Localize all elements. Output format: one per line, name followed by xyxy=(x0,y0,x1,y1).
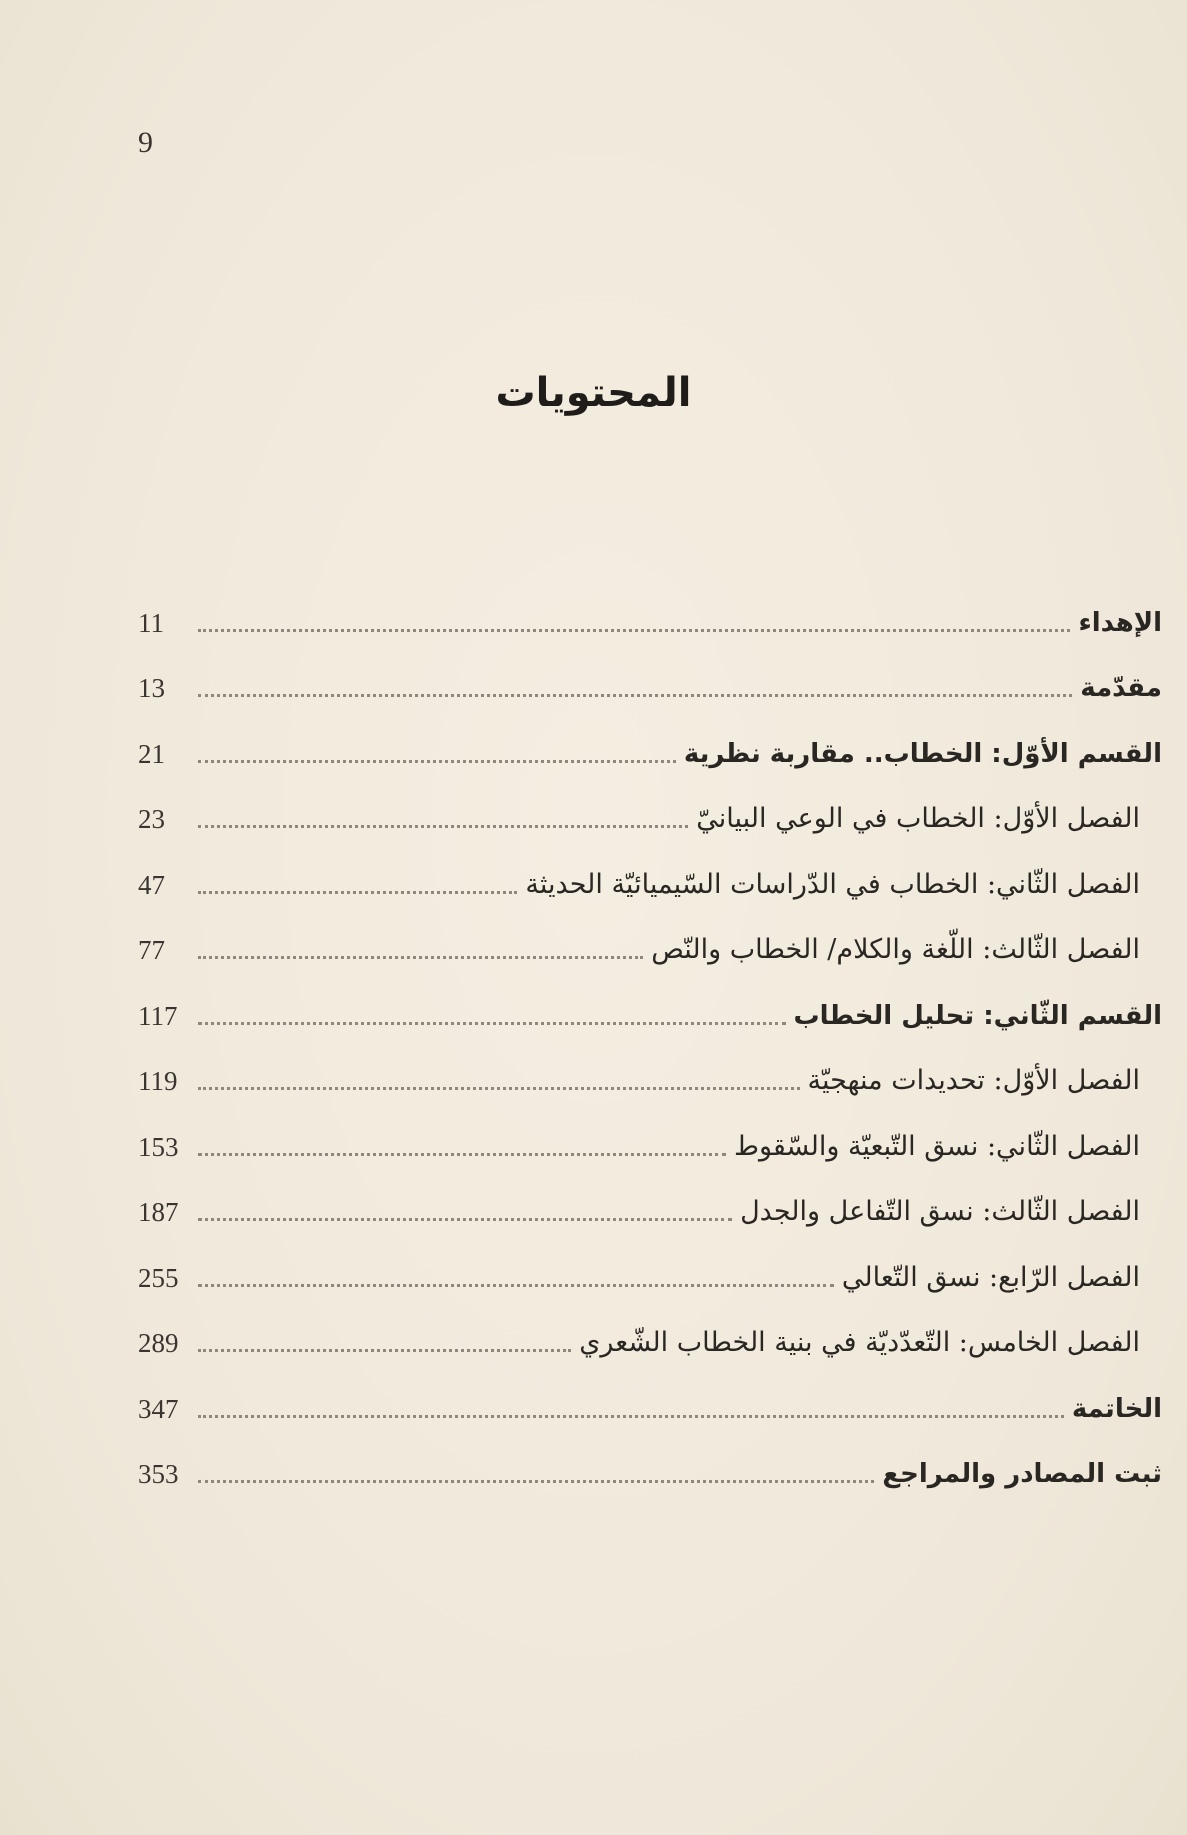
toc-entry-chapter xyxy=(138,927,1162,967)
toc-entry-label: الفصل الثّالث: اللّغة والكلام/ الخطاب والنّص xyxy=(651,934,1140,965)
toc-entry-label: القسم الثّاني: تحليل الخطاب xyxy=(793,1001,1162,1031)
toc-page-number: 119 xyxy=(138,1066,178,1096)
dot-leader xyxy=(198,760,676,763)
toc-entry-chapter xyxy=(138,1058,1162,1098)
toc-page-number: 47 xyxy=(138,870,165,900)
toc-page-number: 21 xyxy=(138,739,165,769)
toc-entry-label: مقدّمة xyxy=(1080,673,1162,703)
toc-entry-introduction xyxy=(138,665,1162,705)
toc-entry-label: الفصل الرّابع: نسق التّعالي xyxy=(841,1262,1140,1293)
toc-page-number: 11 xyxy=(138,608,164,638)
toc-entry-label: ثبت المصادر والمراجع xyxy=(882,1459,1162,1489)
toc-entry-label: الفصل الثّاني: الخطاب في الدّراسات السّيميائيّة الحديثة xyxy=(525,869,1140,900)
dot-leader xyxy=(198,1480,874,1483)
toc-entry-part-one xyxy=(138,731,1162,771)
toc-page-number: 153 xyxy=(138,1132,179,1162)
dot-leader xyxy=(198,1349,571,1352)
toc-entry-chapter xyxy=(138,862,1162,902)
dot-leader xyxy=(198,825,688,828)
toc-page-number: 255 xyxy=(138,1263,179,1293)
toc-entry-label: الفصل الخامس: التّعدّديّة في بنية الخطاب الشّعري xyxy=(579,1327,1140,1358)
dot-leader xyxy=(198,1415,1064,1418)
toc-entry-chapter xyxy=(138,796,1162,836)
toc-page-number: 23 xyxy=(138,804,165,834)
toc-entry-label: الفصل الثّاني: نسق التّبعيّة والسّقوط xyxy=(733,1131,1140,1162)
dot-leader xyxy=(198,694,1072,697)
toc-entry-chapter xyxy=(138,1255,1162,1295)
toc-entry-chapter xyxy=(138,1189,1162,1229)
page-number: 9 xyxy=(138,126,153,159)
page-title: المحتويات xyxy=(495,370,692,416)
toc-entry-label: القسم الأوّل: الخطاب.. مقاربة نظرية xyxy=(683,739,1162,769)
toc-entry-label: الخاتمة xyxy=(1071,1394,1162,1424)
dot-leader xyxy=(198,1022,786,1025)
toc-entry-bibliography xyxy=(138,1451,1162,1491)
dot-leader xyxy=(198,1153,726,1156)
toc-page-number: 353 xyxy=(138,1459,179,1489)
toc-page-number: 13 xyxy=(138,673,165,703)
toc-entry-chapter xyxy=(138,1124,1162,1164)
toc-entry-label: الفصل الثّالث: نسق التّفاعل والجدل xyxy=(740,1196,1140,1227)
toc-page-number: 289 xyxy=(138,1328,179,1358)
toc-entry-label: الفصل الأوّل: الخطاب في الوعي البيانيّ xyxy=(696,803,1140,834)
dot-leader xyxy=(198,629,1070,632)
toc-page-number: 347 xyxy=(138,1394,179,1424)
dot-leader xyxy=(198,1218,732,1221)
toc-entry-part-two xyxy=(138,993,1162,1033)
dot-leader xyxy=(198,891,517,894)
toc-page-number: 77 xyxy=(138,935,165,965)
toc-entry-dedication xyxy=(138,600,1162,640)
dot-leader xyxy=(198,956,643,959)
toc-page-number: 187 xyxy=(138,1197,179,1227)
toc-page-number: 117 xyxy=(138,1001,178,1031)
toc-entry-label: الإهداء xyxy=(1078,608,1162,638)
toc-entry-label: الفصل الأوّل: تحديدات منهجيّة xyxy=(807,1065,1140,1096)
dot-leader xyxy=(198,1087,800,1090)
toc-entry-conclusion xyxy=(138,1386,1162,1426)
dot-leader xyxy=(198,1284,834,1287)
toc-entry-chapter xyxy=(138,1320,1162,1360)
